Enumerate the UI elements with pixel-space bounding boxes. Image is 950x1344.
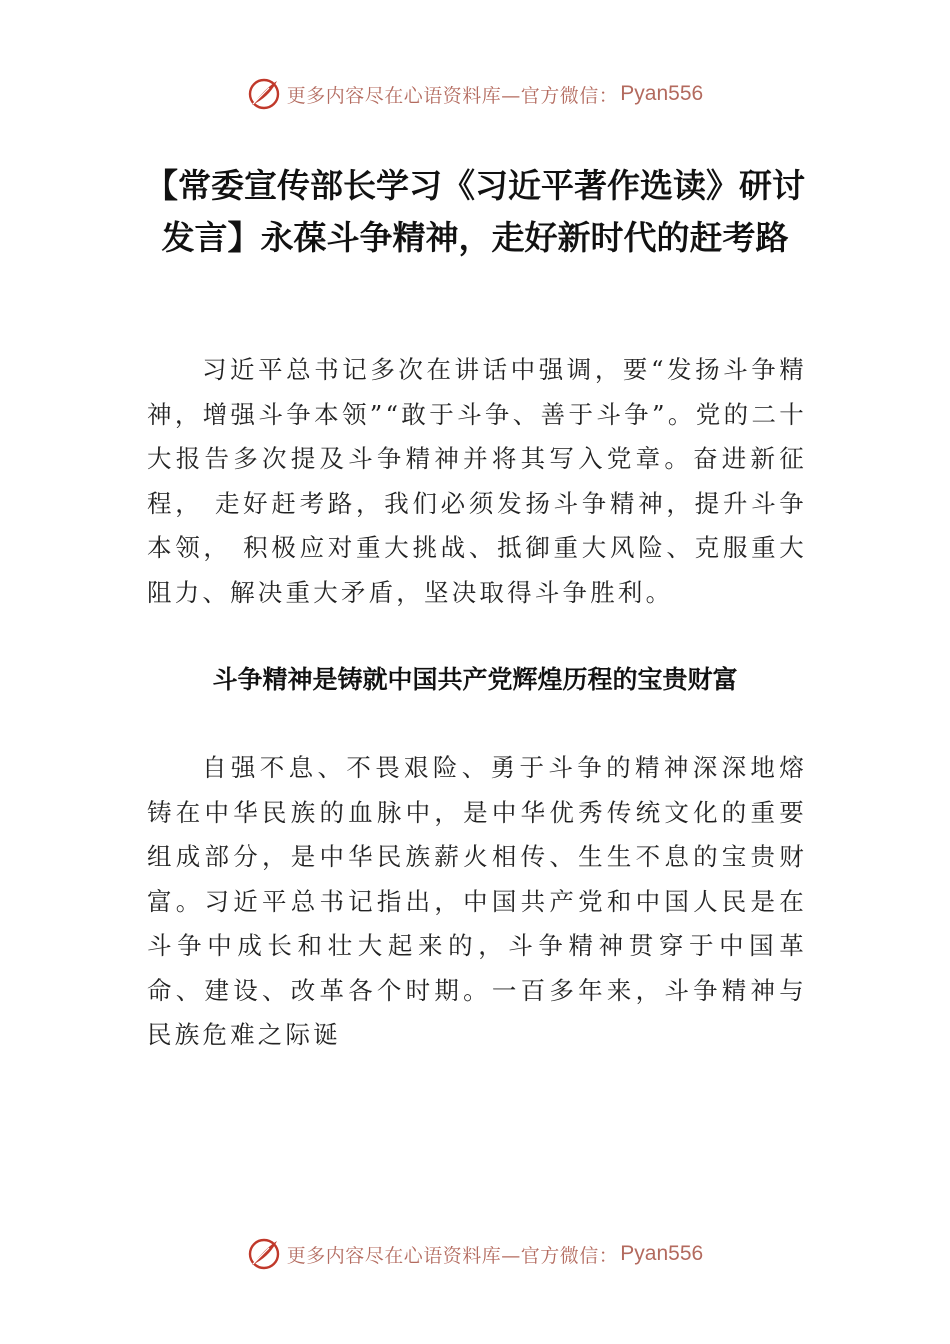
paragraph-body: 自强不息、不畏艰险、勇于斗争的精神深深地熔铸在中华民族的血脉中，是中华优秀传统文化的重要组成部分，是中华民族薪火相传、生生不息的宝贵财富。习近平总书记指出，中国共产党和中国人民是在斗争中成长和壮大起来的，斗争精神贯穿于中国革命、建设、改革各个时期。一百多年来，斗争精神与民族危难之际诞 — [147, 753, 807, 1049]
banner-wechat-id: Pyan556 — [620, 1242, 704, 1265]
banner-text: 更多内容尽在心语资料库—官方微信： — [286, 84, 619, 107]
document-title: 【常委宣传部长学习《习近平著作选读》研讨发言】永葆斗争精神，走好新时代的赶考路 — [145, 166, 805, 257]
paragraph-intro: 习近平总书记多次在讲话中强调，要“发扬斗争精神，增强斗争本领”“敢于斗争、善于斗争”。党的二十大报告多次提及斗争精神并将其写入党章。奋进新征程， 走好赶考路，我们必须发扬斗争精神，提升斗争本领， 积极应对重大挑战、抵御重大风险、克服重大阻力、解决重大矛盾，坚决取得斗争胜利。 — [147, 355, 807, 607]
footer-banner — [0, 1234, 950, 1274]
banner-wechat-id: Pyan556 — [620, 82, 704, 105]
banner-text: 更多内容尽在心语资料库—官方微信： — [286, 1244, 619, 1267]
feather-quill-logo-icon — [247, 77, 281, 111]
header-banner — [0, 74, 950, 114]
feather-quill-logo-icon — [247, 1237, 281, 1271]
section-heading: 斗争精神是铸就中国共产党辉煌历程的宝贵财富 — [212, 665, 738, 694]
